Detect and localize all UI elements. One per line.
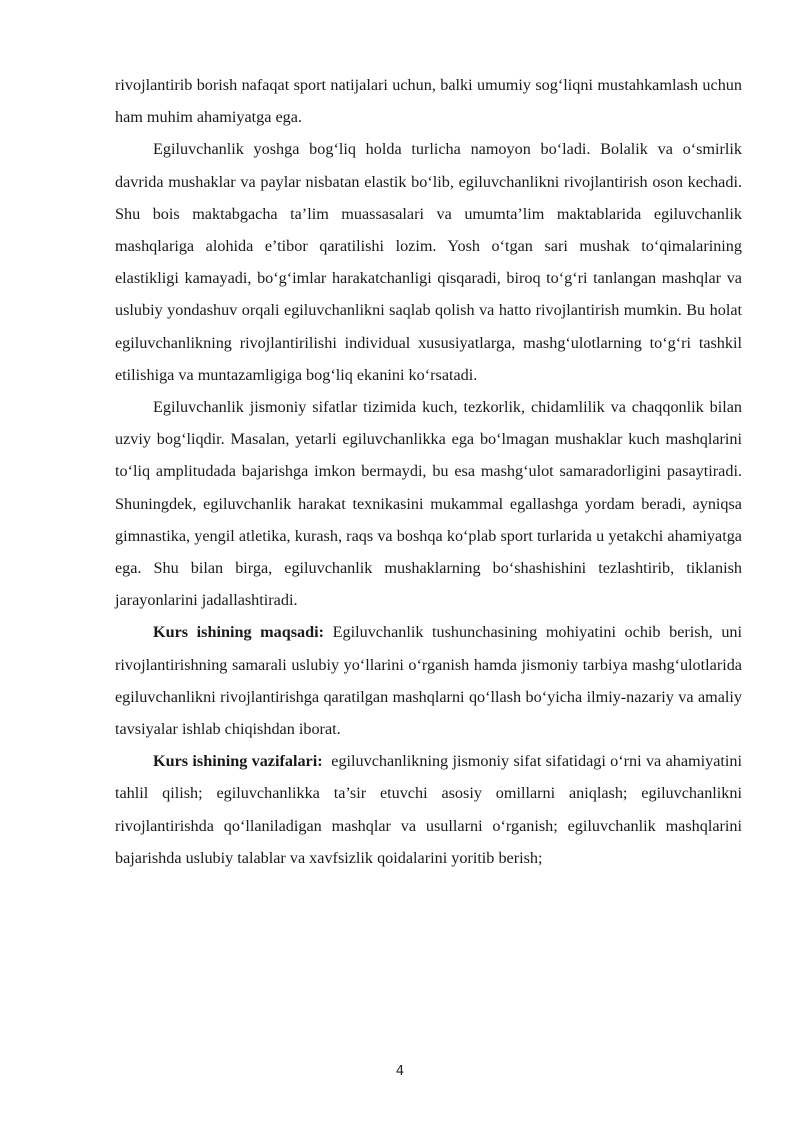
- paragraph-text: Egiluvchanlik jismoniy sifatlar tizimida kuch, tezkorlik, chidamlilik va chaqqonlik bilan uzviy bog‘liqdir. Masalan, yetarli egiluvchanlikka ega bo‘lmagan mushaklar kuch mashqlarini to‘liq amplitudada bajarishga imkon bermaydi, bu esa mashg‘ulot samaradorligini pasaytiradi. Shuningdek, egiluvchanlik harakat texnikasini mukammal egallashga yordam beradi, ayniqsa gimnastika, yengil atletika, kurash, raqs va boshqa ko‘plab sport turlarida u yetakchi ahamiyatga ega. Shu bilan birga, egiluvchanlik mushaklarning bo‘shashishini tezlashtirib, tiklanish jarayonlarini jadallashtiradi.: [115, 398, 742, 610]
- paragraph-text: egiluvchanlikning jismoniy sifat sifatidagi o‘rni va ahamiyatini tahlil qilish; egiluvchanlikka ta’sir etuvchi asosiy omillarni aniqlash; egiluvchanlikni rivojlantirishda qo‘llaniladigan mashqlar va usullarni o‘rganish; egiluvchanlik mashqlarini bajarishda uslubiy talablar va xavfsizlik qoidalarini yoritib berish;: [115, 752, 747, 867]
- paragraph-physical-qualities: [115, 391, 742, 616]
- paragraph-continuation: [115, 69, 742, 133]
- page-number: 4: [395, 1064, 405, 1079]
- paragraph-age-flexibility: [115, 133, 742, 391]
- paragraph-course-tasks: [115, 745, 747, 874]
- paragraph-text: Egiluvchanlik tushunchasining mohiyatini ochib berish, uni rivojlantirishning samarali uslubiy yo‘llarini o‘rganish hamda jismoniy tarbiya mashg‘ulotlarida egiluvchanlikni rivojlantirishga qaratilgan mashqlarni qo‘llash bo‘yicha ilmiy-nazariy va amaliy tavsiyalar ishlab chiqishdan iborat.: [115, 623, 742, 739]
- paragraph-course-goal: [115, 616, 742, 745]
- course-tasks-heading: Kurs ishining vazifalari:: [153, 752, 323, 771]
- paragraph-text: rivojlantirib borish nafaqat sport natijalari uchun, balki umumiy sog‘liqni mustahkamlash uchun ham muhim ahamiyatga ega.: [115, 76, 742, 127]
- paragraph-text: Egiluvchanlik yoshga bog‘liq holda turlicha namoyon bo‘ladi. Bolalik va o‘smirlik davrida mushaklar va paylar nisbatan elastik bo‘lib, egiluvchanlikni rivojlantirish oson kechadi. Shu bois maktabgacha ta’lim muassasalari va umumta’lim maktablarida egiluvchanlik mashqlariga alohida e’tibor qaratilishi lozim. Yosh o‘tgan sari mushak to‘qimalarining elastikligi kamayadi, bo‘g‘imlar harakatchanligi qisqaradi, biroq to‘g‘ri tanlangan mashqlar va uslubiy yondashuv orqali egiluvchanlikni saqlab qolish va hatto rivojlantirish mumkin. Bu holat egiluvchanlikning rivojlantirilishi individual xususiyatlarga, mashg‘ulotlarning to‘g‘ri tashkil etilishiga va muntazamligiga bog‘liq ekanini ko‘rsatadi.: [115, 140, 742, 384]
- course-goal-heading: Kurs ishining maqsadi:: [153, 623, 325, 642]
- page-body: [115, 69, 747, 874]
